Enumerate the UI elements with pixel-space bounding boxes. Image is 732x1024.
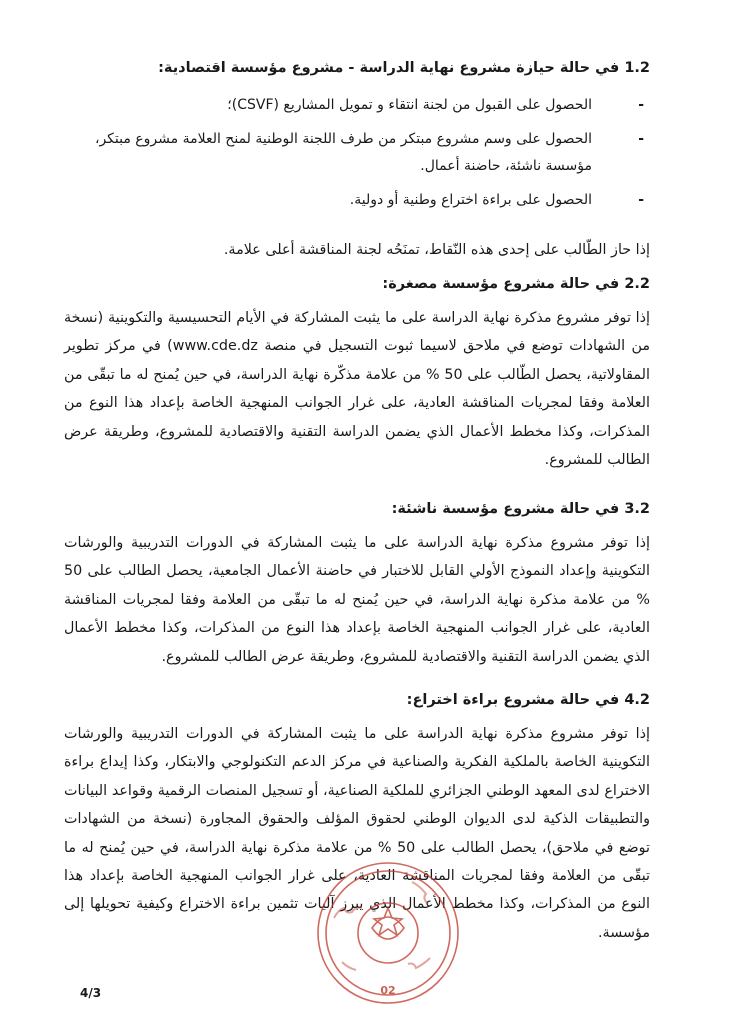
list-item: - الحصول على وسم مشروع مبتكر من طرف اللجنة الوطنية لمنح العلامة مشروع مبتكر، مؤسسة ناشئة، حاضنة أعمال. [64, 126, 650, 180]
official-stamp [312, 858, 464, 1008]
page-number: 4/3 [80, 986, 102, 1000]
section-3-2-title: 3.2 في حالة مشروع مؤسسة ناشئة: [391, 501, 650, 517]
section-2-2-body: إذا توفر مشروع مذكرة نهاية الدراسة على ما يثبت المشاركة في الأيام التحسيسية والتكوينية (نسخة من الشهادات توضع في ملاحق لاسيما ثبوت التسجيل في منصة www.cde.dz) في مركز تطوير المقاولاتية، يحصل الطّالب على 50 % من علامة مذكّرة نهاية الدراسة، في حين يُمنح له ما تبقّى من العلامة وفقا لمجريات المناقشة العادية، على غرار الجوانب المنهجية الخاصة بإعداد هذا النوع من المذكرات، وكذا مخطط الأعمال الذي يضمن الدراسة التقنية والاقتصادية للمشروع، وطريقة عرض الطالب للمشروع. [64, 310, 650, 469]
list-item: - الحصول على براءة اختراع وطنية أو دولية. [64, 187, 650, 214]
list-item: - الحصول على القبول من لجنة انتقاء و تمويل المشاريع (CSVF)؛ [64, 92, 650, 119]
section-4-2-body: إذا توفر مشروع مذكرة نهاية الدراسة على ما يثبت المشاركة في الدورات التدريبية والورشات التكوينية الخاصة بالملكية الفكرية والصناعية في مركز الدعم التكنولوجي والابتكار، وكذا إيداع براءة الاختراع لدى المعهد الوطني الجزائري للملكية الصناعية، أو تسجيل المنصات الرقمية وقواعد البيانات والتطبيقات الذكية لدى الديوان الوطني لحقوق المؤلف والحقوق المجاورة (نسخة من الشهادات توضع في ملاحق)، يحصل الطالب على 50 % من علامة مذكرة نهاية الدراسة، في حين يُمنح له ما تبقّى من العلامة وفقا لمجريات المناقشة العادية، على غرار الجوانب المنهجية الخاصة بإعداد هذا النوع من المذكرات، وكذا مخطط الأعمال الذي يبرز آليات تثمين براءة الاختراع وكيفية تحويلها إلى مؤسسة. [64, 726, 650, 941]
section-1-2-note: إذا حاز الطّالب على إحدى هذه النّقاط، تمنَحُه لجنة المناقشة أعلى علامة. [223, 242, 650, 258]
section-4-2-title: 4.2 في حالة مشروع براءة اختراع: [406, 692, 650, 708]
section-1-2 [64, 56, 650, 221]
section-3-2-body: إذا توفر مشروع مذكرة نهاية الدراسة على ما يثبت المشاركة في الدورات التدريبية والورشات التكوينية وإعداد النموذج الأولي القابل للاختبار في حاضنة الأعمال الجامعية، يحصل الطالب على 50 % من علامة مذكرة نهاية الدراسة، في حين يُمنح له ما تبقّى من العلامة وفقا لمجريات المناقشة العادية، على غرار الجوانب المنهجية الخاصة بإعداد هذا النوع من المذكرات، وكذا مخطط الأعمال الذي يضمن الدراسة التقنية والاقتصادية للمشروع، وطريقة عرض الطالب للمشروع. [64, 535, 650, 665]
section-1-2-list [64, 92, 650, 214]
stamp-number: 02 [380, 984, 396, 997]
section-3-2 [64, 497, 650, 671]
section-2-2 [64, 272, 650, 474]
section-2-2-title: 2.2 في حالة مشروع مؤسسة مصغرة: [382, 276, 650, 292]
section-1-2-title: 1.2 في حالة حيازة مشروع نهاية الدراسة - مشروع مؤسسة اقتصادية: [158, 60, 650, 76]
